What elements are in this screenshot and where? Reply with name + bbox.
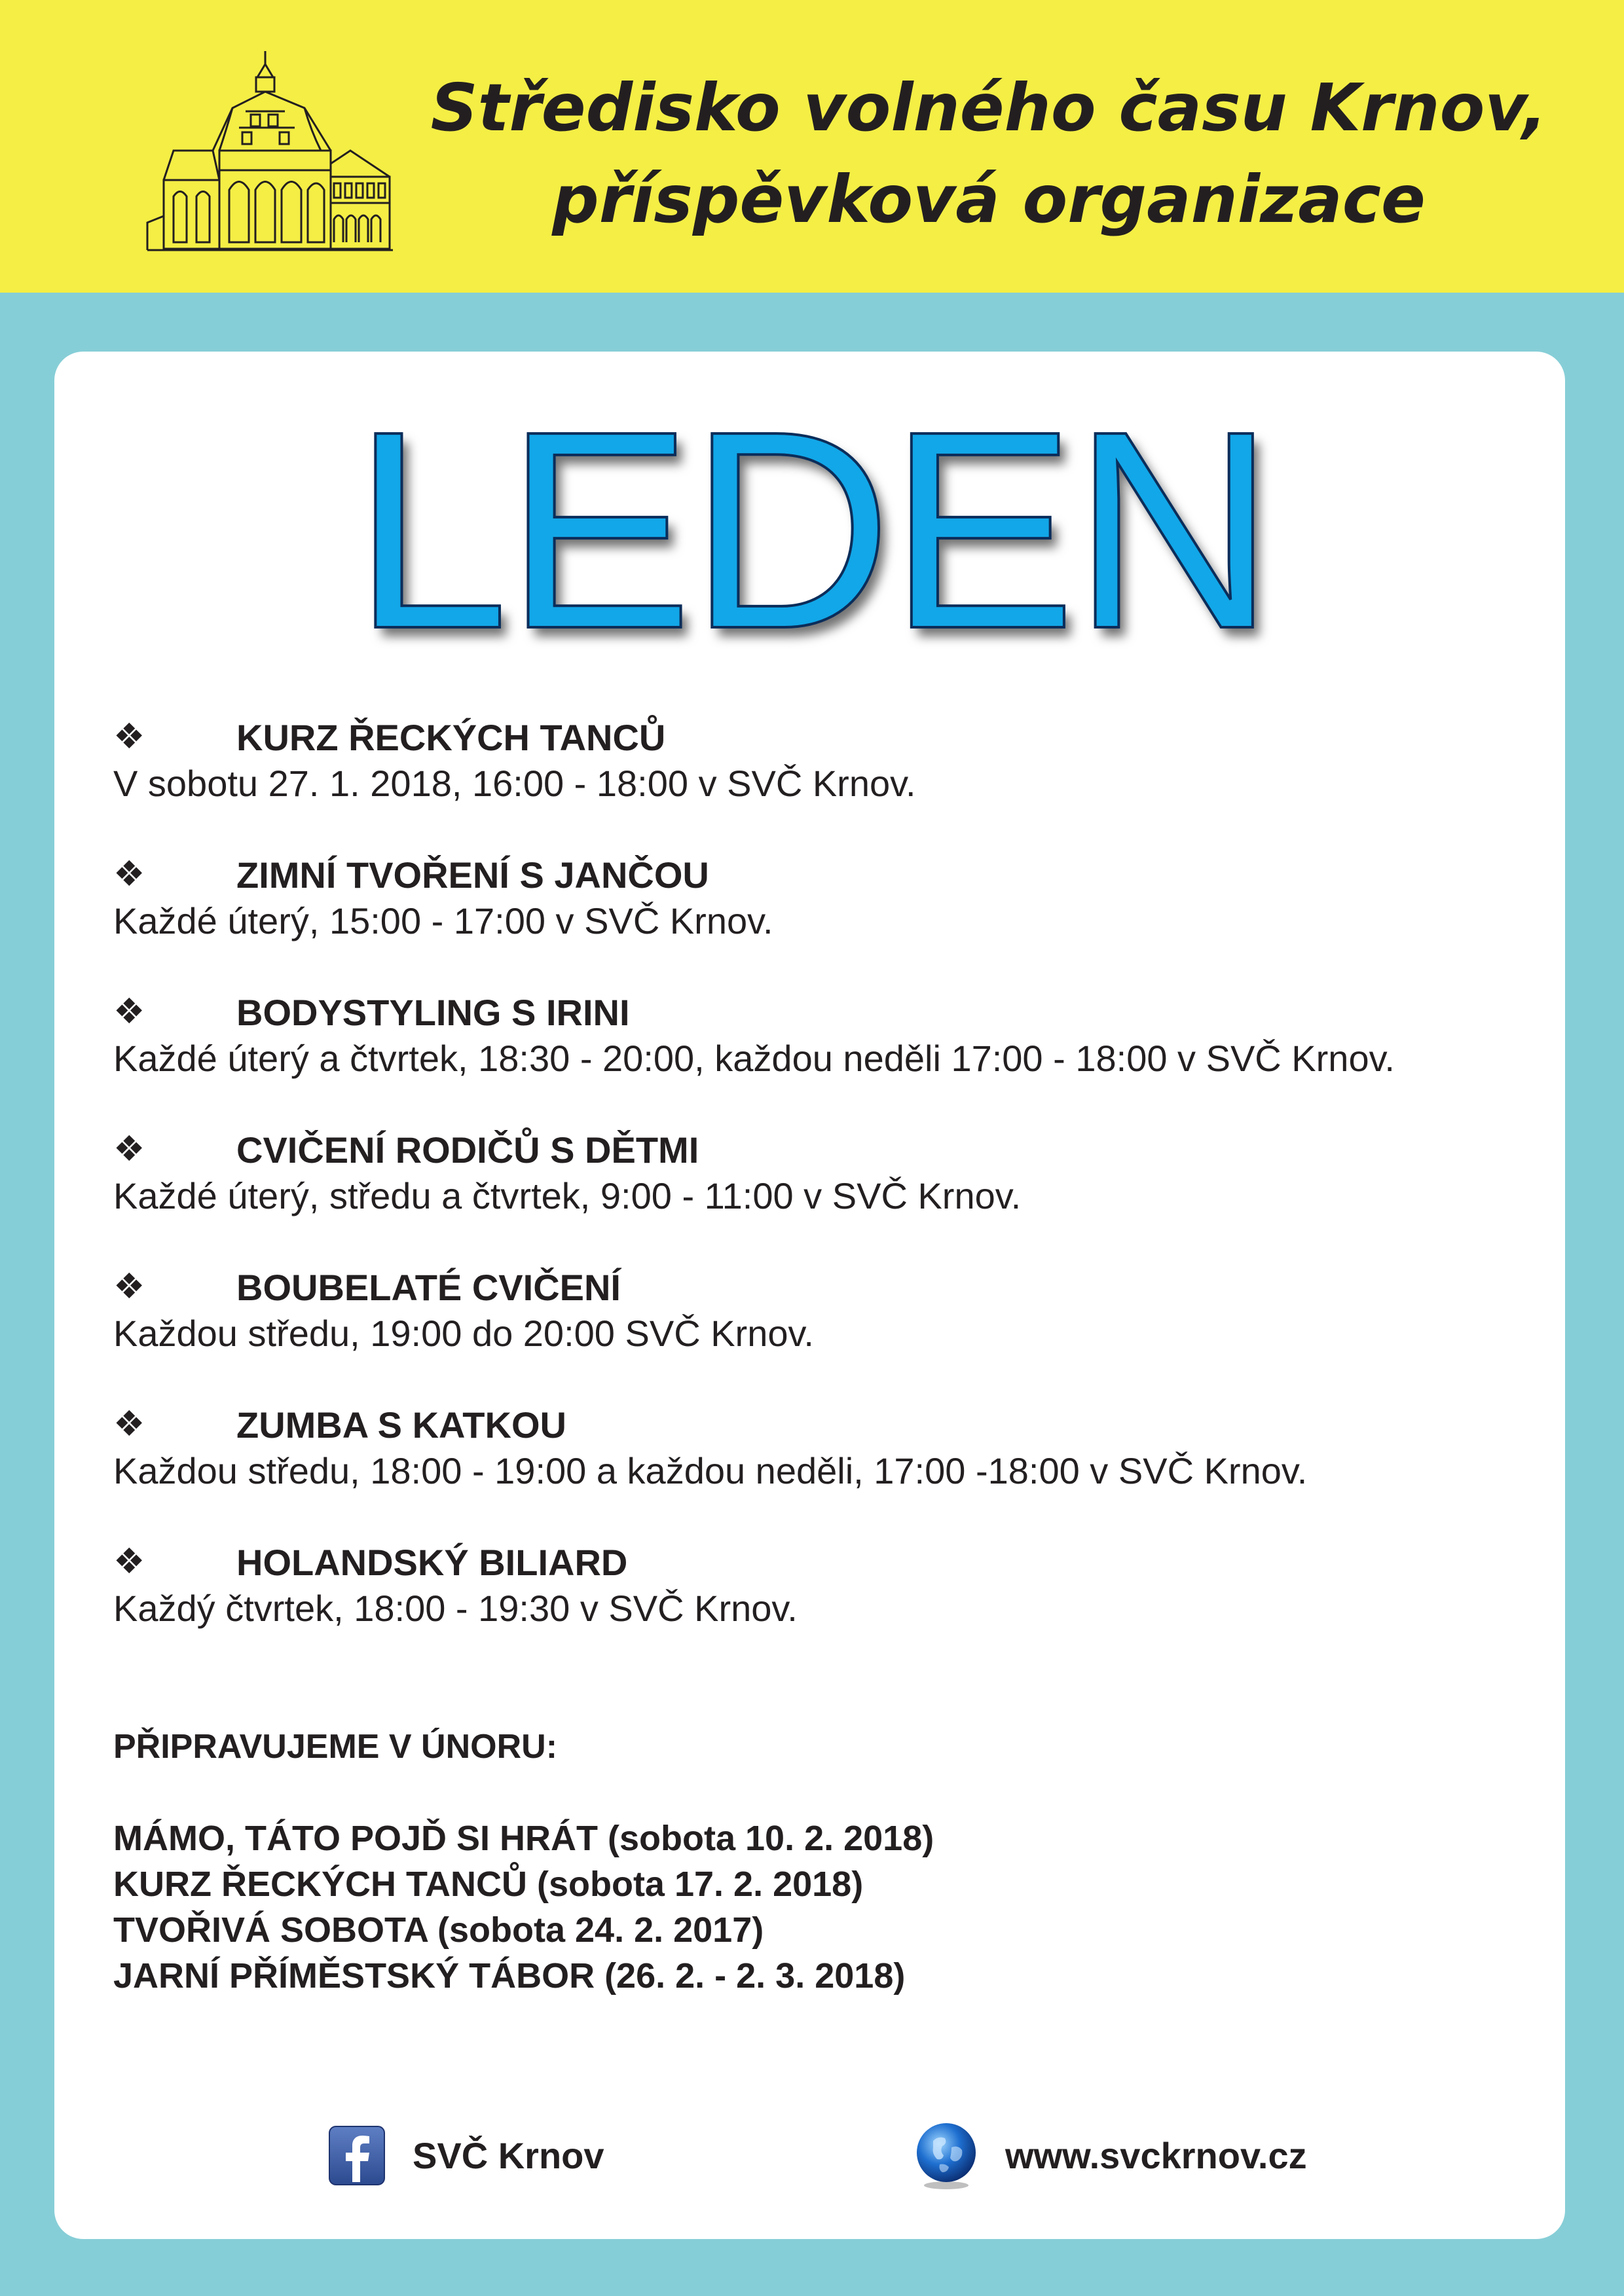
event-detail: Každé úterý, středu a čtvrtek, 9:00 - 11:00 v SVČ Krnov. [113,1175,1022,1216]
event-item [113,1540,1587,1631]
month-heading: LEDEN [352,373,1272,687]
bullet-icon: ❖ [113,853,145,894]
building-logo-icon [134,46,396,255]
event-detail: Každý čtvrtek, 18:00 - 19:30 v SVČ Krnov. [113,1588,798,1629]
bullet-icon: ❖ [113,1403,145,1444]
organization-title-line2: příspěvková organizace [552,161,1426,238]
event-item [113,1403,1587,1493]
event-item [113,991,1587,1081]
event-title: HOLANDSKÝ BILIARD [236,1542,628,1583]
bullet-icon: ❖ [113,1540,145,1582]
bullet-icon: ❖ [113,1128,145,1169]
event-detail: Každé úterý, 15:00 - 17:00 v SVČ Krnov. [113,900,773,941]
facebook-icon [327,2124,386,2187]
event-title: BOUBELATÉ CVIČENÍ [236,1267,621,1308]
event-item [113,716,1587,806]
event-title: ZUMBA S KATKOU [236,1404,566,1446]
website-link[interactable] [913,2121,1307,2190]
website-label: www.svckrnov.cz [1005,2135,1307,2176]
upcoming-item: JARNÍ PŘÍMĚSTSKÝ TÁBOR (26. 2. - 2. 3. 2018) [113,1956,906,1995]
upcoming-heading: PŘIPRAVUJEME V ÚNORU: [113,1728,558,1766]
event-title: CVIČENÍ RODIČŮ S DĚTMI [236,1129,699,1171]
event-detail: V sobotu 27. 1. 2018, 16:00 - 18:00 v SVČ Krnov. [113,763,916,804]
globe-icon [913,2121,979,2190]
event-title: ZIMNÍ TVOŘENÍ S JANČOU [236,854,709,896]
event-detail: Každé úterý a čtvrtek, 18:30 - 20:00, každou neděli 17:00 - 18:00 v SVČ Krnov. [113,1038,1395,1079]
event-item [113,853,1587,943]
upcoming-list [113,1815,934,1999]
bullet-icon: ❖ [113,716,145,757]
event-item [113,1266,1587,1356]
upcoming-item: KURZ ŘECKÝCH TANCŮ (sobota 17. 2. 2018) [113,1865,864,1904]
facebook-link[interactable] [327,2124,604,2187]
event-detail: Každou středu, 18:00 - 19:00 a každou neděli, 17:00 -18:00 v SVČ Krnov. [113,1450,1308,1491]
header-banner [0,0,1624,293]
event-title: BODYSTYLING S IRINI [236,992,630,1033]
event-title: KURZ ŘECKÝCH TANCŮ [236,717,666,758]
upcoming-item: TVOŘIVÁ SOBOTA (sobota 24. 2. 2017) [113,1910,764,1950]
organization-title-line1: Středisko volného času Krnov, [430,69,1547,146]
event-detail: Každou středu, 19:00 do 20:00 SVČ Krnov. [113,1313,814,1354]
bullet-icon: ❖ [113,1266,145,1307]
facebook-label: SVČ Krnov [413,2135,604,2176]
organization-title [367,62,1611,246]
event-item [113,1128,1587,1218]
upcoming-item: MÁMO, TÁTO POJĎ SI HRÁT (sobota 10. 2. 2018) [113,1819,934,1858]
bullet-icon: ❖ [113,991,145,1032]
